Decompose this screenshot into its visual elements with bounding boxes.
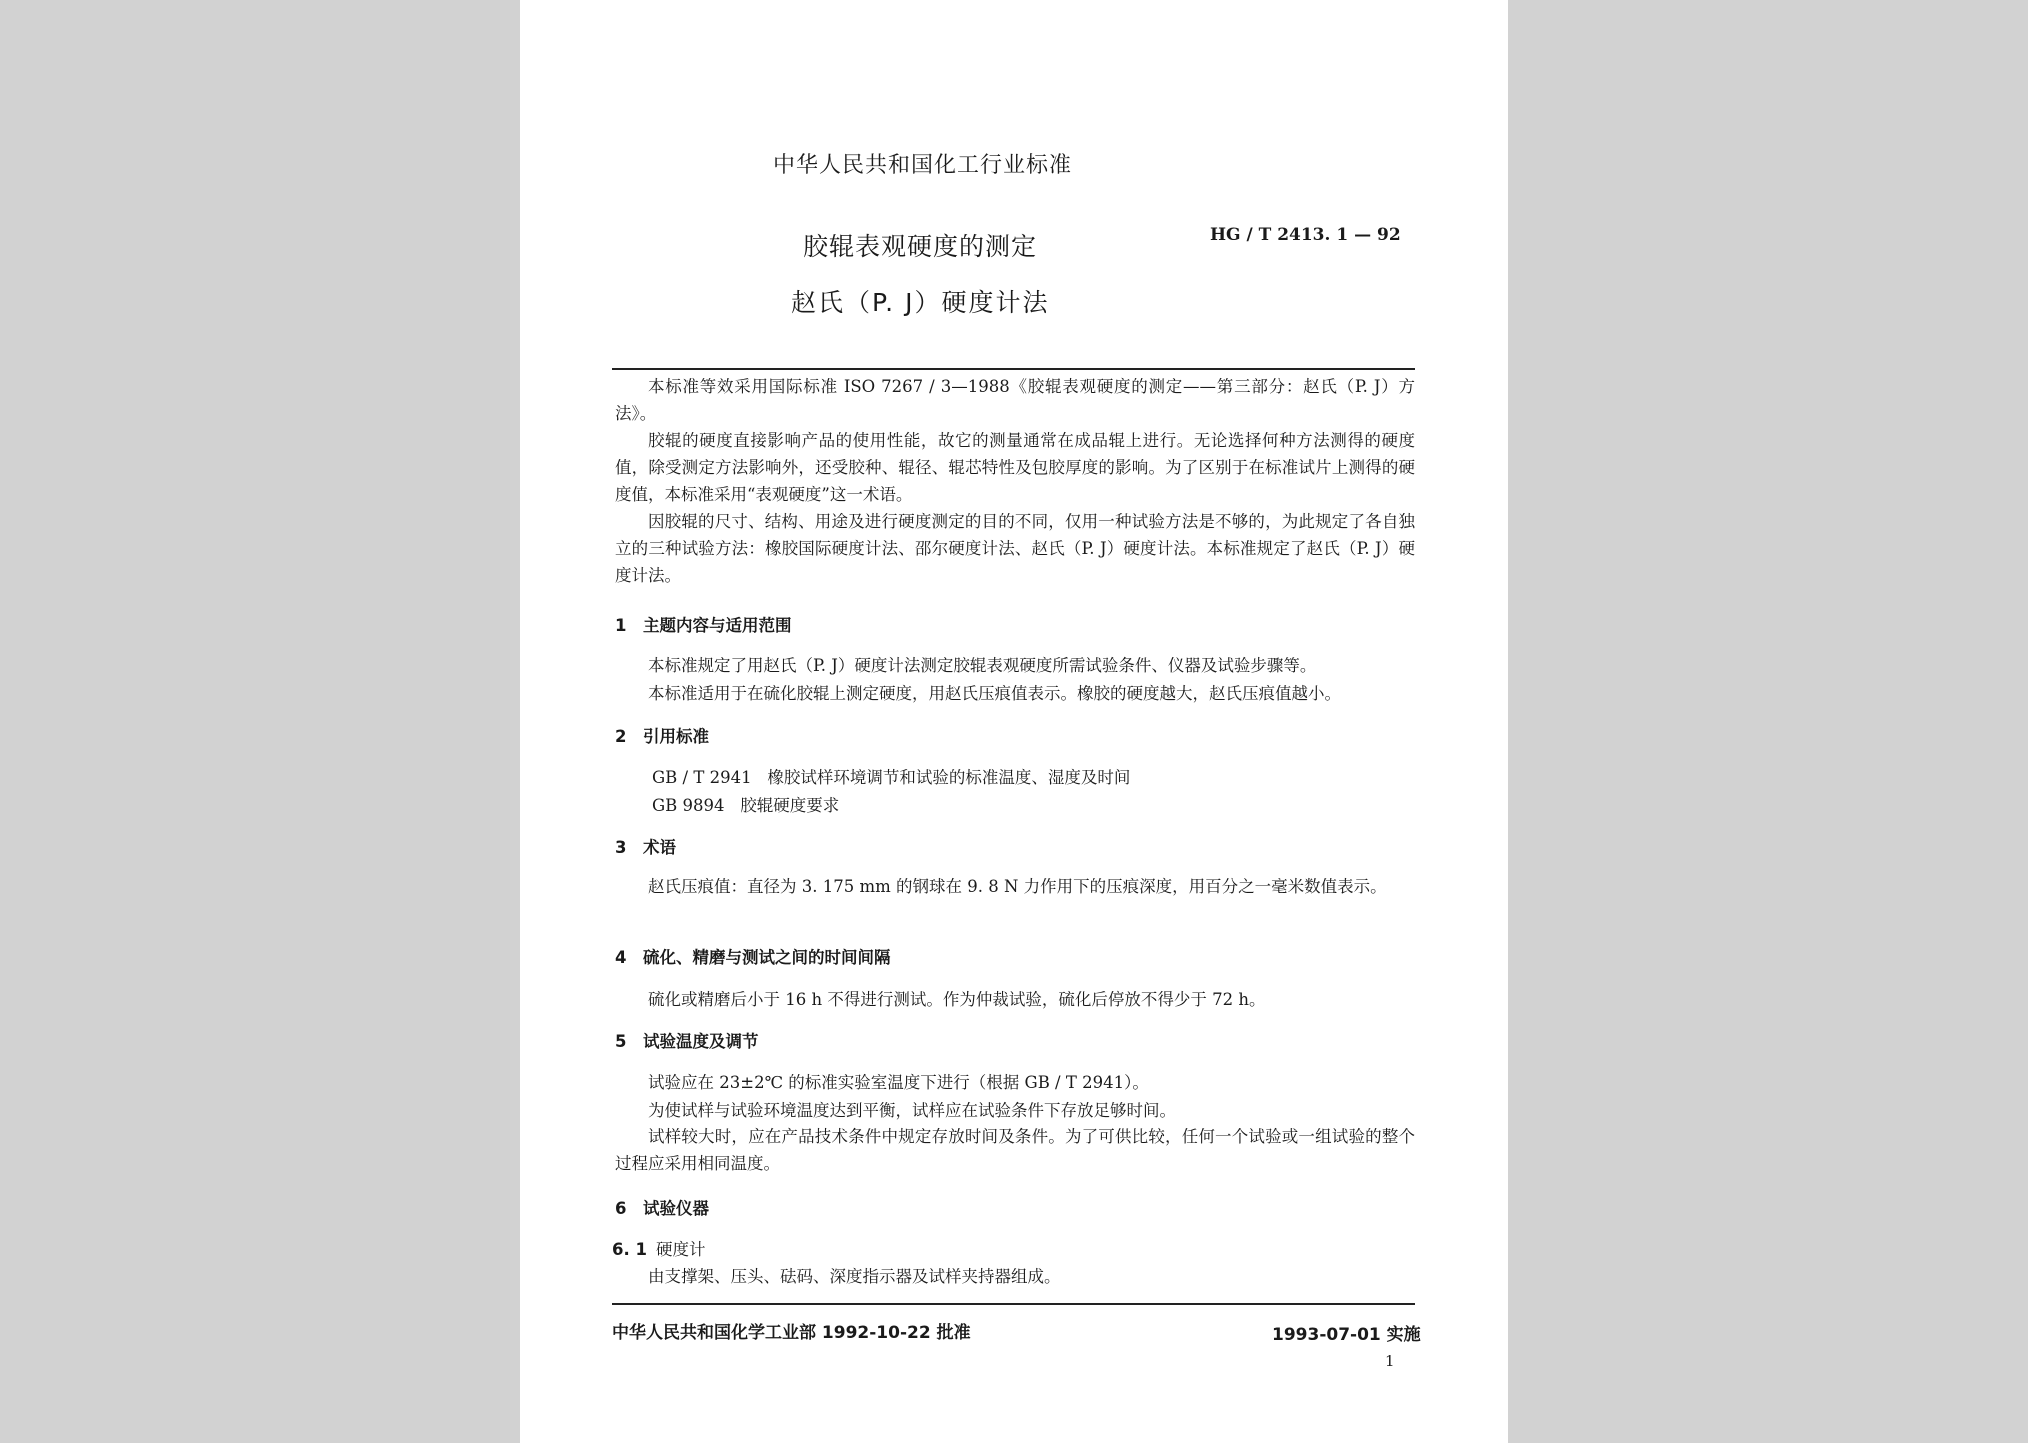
section-4-number: 4 xyxy=(615,948,627,967)
section-3-title: 术语 xyxy=(643,838,676,857)
section-1-title: 主题内容与适用范围 xyxy=(643,616,792,635)
document-page xyxy=(520,0,1508,1443)
effective-date: 1993-07-01 实施 xyxy=(1272,1325,1421,1345)
reference-1 xyxy=(652,764,1130,788)
section-5-title: 试验温度及调节 xyxy=(643,1032,759,1051)
section-3-body xyxy=(615,873,1415,900)
reference-1-title: 橡胶试样环境调节和试验的标准温度、湿度及时间 xyxy=(767,768,1131,787)
section-1-line-1: 本标准规定了用赵氏（P. J）硬度计法测定胶辊表观硬度所需试验条件、仪器及试验步骤等。 xyxy=(648,656,1317,675)
subsection-6-1-title: 硬度计 xyxy=(656,1240,706,1259)
section-6-line-1: 由支撑架、压头、砝码、深度指示器及试样夹持器组成。 xyxy=(648,1267,1061,1286)
section-5-paragraph-3: 试样较大时，应在产品技术条件中规定存放时间及条件。为了可供比较，任何一个试验或一组试验的整个过程应采用相同温度。 xyxy=(615,1127,1415,1173)
reference-1-code: GB / T 2941 xyxy=(652,768,752,787)
section-5-line-1: 试验应在 23±2℃ 的标准实验室温度下进行（根据 GB / T 2941）。 xyxy=(648,1073,1149,1092)
section-5-number: 5 xyxy=(615,1032,627,1051)
section-3-heading xyxy=(615,834,676,858)
approval-line: 中华人民共和国化学工业部 1992-10-22 批准 xyxy=(612,1323,971,1343)
section-6-number: 6 xyxy=(615,1199,627,1218)
reference-2-title: 胶辊硬度要求 xyxy=(740,796,840,815)
reference-2-code: GB 9894 xyxy=(652,796,725,815)
section-3-number: 3 xyxy=(615,838,627,857)
section-6-heading xyxy=(615,1195,709,1219)
section-6-title: 试验仪器 xyxy=(643,1199,709,1218)
intro-block xyxy=(615,373,1415,589)
section-5-heading xyxy=(615,1028,759,1052)
subsection-6-1-number: 6. 1 xyxy=(612,1240,647,1259)
intro-paragraph-1: 本标准等效采用国际标准 ISO 7267 / 3—1988《胶辊表观硬度的测定——第三部分：赵氏（P. J）方法》。 xyxy=(615,377,1415,423)
reference-2 xyxy=(652,792,839,816)
standard-org-heading: 中华人民共和国化工行业标准 xyxy=(773,153,1073,178)
section-1-line-2: 本标准适用于在硫化胶辊上测定硬度，用赵氏压痕值表示。橡胶的硬度越大，赵氏压痕值越小。 xyxy=(648,684,1341,703)
subsection-6-1-heading xyxy=(612,1236,706,1260)
section-1-number: 1 xyxy=(615,616,627,635)
section-5-line-2: 为使试样与试验环境温度达到平衡，试样应在试验条件下存放足够时间。 xyxy=(648,1101,1176,1120)
section-4-title: 硫化、精磨与测试之间的时间间隔 xyxy=(643,948,891,967)
term-definition: 赵氏压痕值：直径为 3. 175 mm 的钢球在 9. 8 N 力作用下的压痕深度，用百分之一毫米数值表示。 xyxy=(648,877,1387,896)
top-divider xyxy=(612,368,1415,370)
section-2-number: 2 xyxy=(615,727,627,746)
section-5-body xyxy=(615,1123,1415,1177)
page-number: 1 xyxy=(1385,1352,1395,1370)
document-subtitle: 赵氏（P. J）硬度计法 xyxy=(791,288,1050,317)
section-1-heading xyxy=(615,612,792,636)
intro-paragraph-3: 因胶辊的尺寸、结构、用途及进行硬度测定的目的不同，仅用一种试验方法是不够的，为此规定了各自独立的三种试验方法：橡胶国际硬度计法、邵尔硬度计法、赵氏（P. J）硬度计法。本标准规定了赵氏（P. J）硬度计法。 xyxy=(615,512,1415,585)
document-title: 胶辊表观硬度的测定 xyxy=(803,232,1038,261)
bottom-divider xyxy=(612,1303,1415,1305)
standard-code: HG / T 2413. 1 — 92 xyxy=(1210,225,1401,245)
section-4-heading xyxy=(615,944,891,968)
section-2-heading xyxy=(615,723,709,747)
intro-paragraph-2: 胶辊的硬度直接影响产品的使用性能，故它的测量通常在成品辊上进行。无论选择何种方法测得的硬度值，除受测定方法影响外，还受胶种、辊径、辊芯特性及包胶厚度的影响。为了区别于在标准试片上测得的硬度值，本标准采用“表观硬度”这一术语。 xyxy=(615,431,1415,504)
section-2-title: 引用标准 xyxy=(643,727,709,746)
section-4-line-1: 硫化或精磨后小于 16 h 不得进行测试。作为仲裁试验，硫化后停放不得少于 72 h。 xyxy=(648,990,1266,1009)
